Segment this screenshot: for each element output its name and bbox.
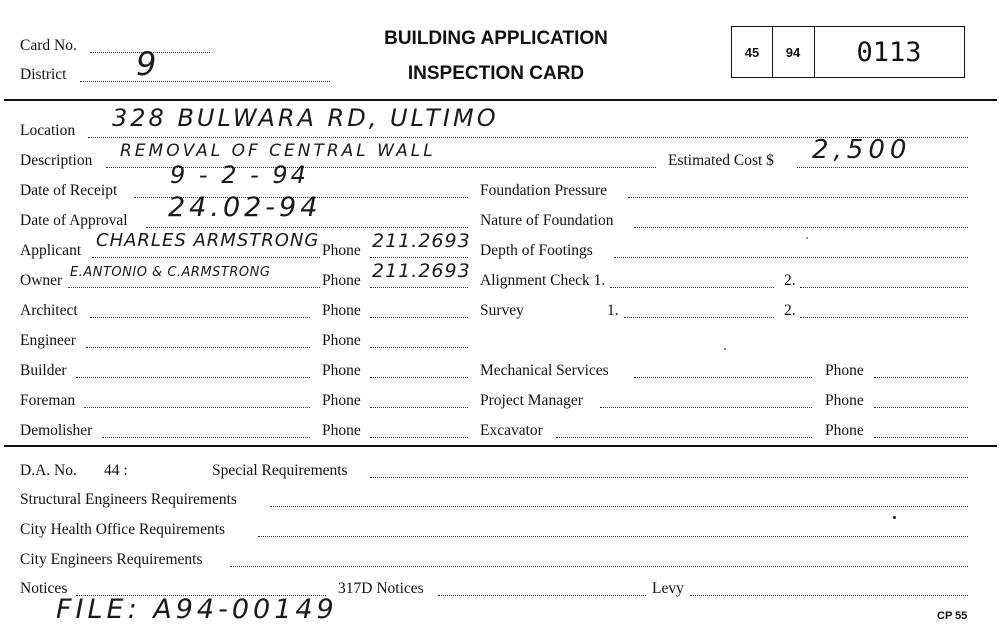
estimated-cost-value: 2,500 xyxy=(812,135,912,165)
number-box-cell-2: 94 xyxy=(785,44,801,60)
alignment-check-2-field[interactable] xyxy=(800,287,968,288)
alignment-check-2-label: 2. xyxy=(784,272,796,289)
alignment-check-label: Alignment Check 1. xyxy=(480,272,606,289)
survey-2-label: 2. xyxy=(784,302,796,319)
mechanical-services-phone-field[interactable] xyxy=(874,377,968,378)
district-label: District xyxy=(20,66,67,83)
demolisher-field[interactable] xyxy=(102,437,310,438)
survey-label: Survey xyxy=(480,302,524,319)
details-divider xyxy=(4,445,997,447)
builder-phone-label: Phone xyxy=(322,362,361,379)
description-label: Description xyxy=(20,152,93,169)
excavator-phone-label: Phone xyxy=(825,422,864,439)
owner-value: E.ANTONIO & C.ARMSTRONG xyxy=(70,265,271,280)
date-of-receipt-value: 9 - 2 - 94 xyxy=(170,161,309,189)
foreman-phone-field[interactable] xyxy=(370,407,468,408)
applicant-phone-field[interactable] xyxy=(370,257,468,258)
demolisher-phone-label: Phone xyxy=(322,422,361,439)
foreman-phone-label: Phone xyxy=(322,392,361,409)
owner-phone-label: Phone xyxy=(322,272,361,289)
city-engineers-label: City Engineers Requirements xyxy=(20,551,203,568)
owner-label: Owner xyxy=(20,272,63,289)
file-note: FILE: A94-00149 xyxy=(56,594,338,625)
survey-2-field[interactable] xyxy=(800,317,968,318)
applicant-value: CHARLES ARMSTRONG xyxy=(96,230,320,251)
excavator-phone-field[interactable] xyxy=(874,437,968,438)
structural-engineers-label: Structural Engineers Requirements xyxy=(20,491,237,508)
card-number-box xyxy=(731,26,965,78)
estimated-cost-label: Estimated Cost $ xyxy=(668,152,774,169)
depth-of-footings-label: Depth of Footings xyxy=(480,242,593,259)
mechanical-services-phone-label: Phone xyxy=(825,362,864,379)
survey-1-field[interactable] xyxy=(624,317,774,318)
card-no-label: Card No. xyxy=(20,37,77,54)
mechanical-services-label: Mechanical Services xyxy=(480,362,609,379)
architect-phone-label: Phone xyxy=(322,302,361,319)
foundation-pressure-label: Foundation Pressure xyxy=(480,182,608,199)
number-box-cell-1: 45 xyxy=(744,44,760,60)
date-of-receipt-label: Date of Receipt xyxy=(20,182,118,199)
applicant-label: Applicant xyxy=(20,242,82,259)
builder-phone-field[interactable] xyxy=(370,377,468,378)
city-health-label: City Health Office Requirements xyxy=(20,521,226,538)
builder-label: Builder xyxy=(20,362,67,379)
foundation-pressure-field[interactable] xyxy=(628,197,968,198)
owner-phone-field[interactable] xyxy=(370,287,468,288)
notices-label: Notices xyxy=(20,580,68,597)
date-of-approval-label: Date of Approval xyxy=(20,212,128,229)
da-no-label: D.A. No. xyxy=(20,462,77,479)
owner-phone-value: 211.2693 xyxy=(372,260,471,282)
date-of-approval-value: 24.02-94 xyxy=(168,192,322,223)
number-box-cell-3: 0113 xyxy=(856,36,922,68)
levy-label: Levy xyxy=(652,580,684,597)
survey-1-label: 1. xyxy=(607,302,619,319)
excavator-label: Excavator xyxy=(480,422,543,439)
special-requirements-field[interactable] xyxy=(370,477,968,478)
date-of-approval-field[interactable] xyxy=(146,227,468,228)
city-engineers-field[interactable] xyxy=(230,566,968,567)
speck xyxy=(724,348,726,350)
architect-phone-field[interactable] xyxy=(370,317,468,318)
alignment-check-1-field[interactable] xyxy=(610,287,774,288)
description-value: REMOVAL OF CENTRAL WALL xyxy=(120,141,436,161)
engineer-phone-field[interactable] xyxy=(370,347,468,348)
da-no-value: 44 : xyxy=(104,462,128,479)
architect-label: Architect xyxy=(20,302,78,319)
levy-field[interactable] xyxy=(690,595,968,596)
city-health-field[interactable] xyxy=(258,536,968,537)
location-value: 328 BULWARA RD, ULTIMO xyxy=(112,104,499,132)
card-title-line1: BUILDING APPLICATION xyxy=(384,28,608,49)
demolisher-label: Demolisher xyxy=(20,422,93,439)
engineer-label: Engineer xyxy=(20,332,76,349)
estimated-cost-field[interactable] xyxy=(797,167,968,168)
nature-of-foundation-field[interactable] xyxy=(634,227,968,228)
excavator-field[interactable] xyxy=(556,437,812,438)
speck xyxy=(806,237,808,239)
form-code: CP 55 xyxy=(937,610,968,622)
notices-317d-label: 317D Notices xyxy=(338,580,424,597)
nature-of-foundation-label: Nature of Foundation xyxy=(480,212,614,229)
applicant-field[interactable] xyxy=(92,257,320,258)
header-divider xyxy=(4,99,997,101)
project-manager-field[interactable] xyxy=(600,407,812,408)
applicant-phone-label: Phone xyxy=(322,242,361,259)
notices-317d-field[interactable] xyxy=(438,595,646,596)
builder-field[interactable] xyxy=(76,377,310,378)
district-value: 9 xyxy=(136,45,158,83)
district-field[interactable] xyxy=(80,81,330,82)
architect-field[interactable] xyxy=(90,317,310,318)
card-title-line2: INSPECTION CARD xyxy=(407,63,585,84)
engineer-field[interactable] xyxy=(86,347,310,348)
depth-of-footings-field[interactable] xyxy=(614,257,968,258)
demolisher-phone-field[interactable] xyxy=(370,437,468,438)
speck xyxy=(893,516,896,519)
foreman-label: Foreman xyxy=(20,392,76,409)
owner-field[interactable] xyxy=(68,287,320,288)
foreman-field[interactable] xyxy=(84,407,310,408)
project-manager-label: Project Manager xyxy=(480,392,583,409)
project-manager-phone-label: Phone xyxy=(825,392,864,409)
special-requirements-label: Special Requirements xyxy=(212,462,348,479)
project-manager-phone-field[interactable] xyxy=(874,407,968,408)
engineer-phone-label: Phone xyxy=(322,332,361,349)
structural-engineers-field[interactable] xyxy=(270,506,968,507)
location-label: Location xyxy=(20,122,76,139)
mechanical-services-field[interactable] xyxy=(634,377,812,378)
applicant-phone-value: 211.2693 xyxy=(372,230,471,252)
